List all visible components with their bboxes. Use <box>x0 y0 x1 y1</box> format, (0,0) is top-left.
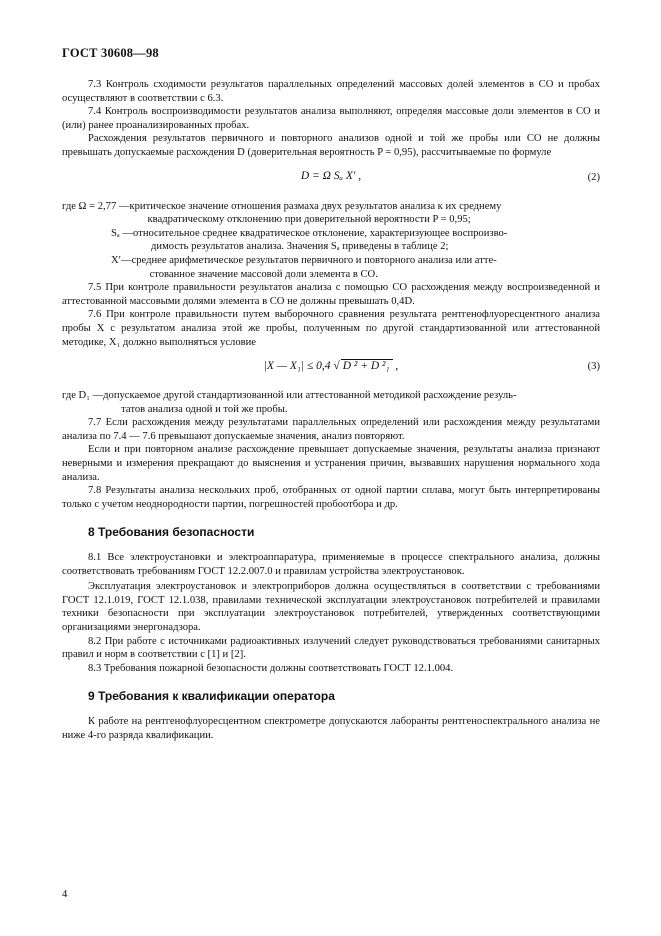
paragraph-8-2: 8.2 При работе с источниками радиоактивных излучений следует руководствоваться требованиями санитарных правил и норм в соответствии с [1] и [2]. <box>62 635 600 661</box>
definition-d1 <box>62 389 600 416</box>
definition-symbol: где Ω = 2,77 — <box>62 200 130 212</box>
definitions-list <box>62 200 600 282</box>
section-8-heading: 8 Требования безопасности <box>88 525 255 540</box>
definition-text <box>103 389 600 416</box>
formula-3-tail: , <box>392 360 399 373</box>
definition-text <box>129 200 600 227</box>
definition-line: татов анализа одной и той же пробы. <box>121 403 288 415</box>
definition-sa <box>62 227 600 254</box>
paragraph-7-6: 7.6 При контроле правильности путем выборочного сравнения результата рентгенофлуоресцентного анализа пробы X с результатом анализа этой же пробы, полученным по другой стандартизованной или аттестованной методике, X₁ должно выполняться условие <box>62 309 600 348</box>
paragraph-7-8: 7.8 Результаты анализа нескольких проб, отобранных от одной партии сплава, могут быть интерпретированы только с учетом неоднородности партии, погрешностей пробоотбора и др. <box>62 485 600 510</box>
paragraph-repeat-analysis: Если и при повторном анализе расхождение превышает допускаемые значения, результаты анализа признают неверными и измерения прекращают до выяснения и устранения причин, вызвавших нарушения нормального хода анализа. <box>62 444 600 483</box>
formula-2 <box>62 170 600 190</box>
definition-omega <box>62 200 600 227</box>
formula-3 <box>62 359 600 379</box>
paragraph-8-1: 8.1 Все электроустановки и электроаппаратура, применяемые в процессе спектрального анализа, должны соответствовать требованиям ГОСТ 12.2.007.0 и правилам устройства электроустановок. <box>62 552 600 577</box>
definition-symbol: X′— <box>111 254 132 266</box>
formula-3-number: (3) <box>587 361 600 373</box>
definition-symbol: где D₁ — <box>62 390 104 402</box>
definition-symbol: Sₐ — <box>111 227 134 239</box>
formula-3-expression: |X — X₁| ≤ 0,4 √ D ² + D ²₁ , <box>263 360 399 373</box>
definition-line: димость результатов анализа. Значения Sₐ приведены в таблице 2; <box>151 241 449 253</box>
formula-2-expression: D = Ω Sₐ X′ , <box>300 169 362 182</box>
definition-text <box>133 227 600 254</box>
document-body <box>62 78 600 742</box>
formula-3-lhs: |X — X₁| ≤ 0,4 <box>263 360 331 373</box>
paragraph-8-3: 8.3 Требования пожарной безопасности должны соответствовать ГОСТ 12.1.004. <box>88 662 454 674</box>
definition-line: относительное среднее квадратическое отклонение, характеризующее воспроизво- <box>133 227 508 239</box>
paragraph-9: К работе на рентгенофлуоресцентном спектрометре допускаются лаборанты рентгеноспектрального анализа не ниже 4-го разряда квалификации. <box>62 715 600 741</box>
definition-line: допускаемое другой стандартизованной или аттестованной методикой расхождение резуль- <box>103 390 517 402</box>
definition-text <box>132 254 600 281</box>
definition-xprime <box>62 254 600 281</box>
definition-line: стованное значение массовой доли элемента в СО. <box>149 268 378 280</box>
definition-line: квадратическому отклонению при доверительной вероятности P = 0,95; <box>147 214 471 226</box>
paragraph-7-7: 7.7 Если расхождения между результатами параллельных определений или расхождения между результатами анализа по 7.4 — 7.6 превышают допускаемые значения, анализ повторяют. <box>62 417 600 442</box>
paragraph-7-5: 7.5 При контроле правильности результатов анализа с помощью СО расхождения между воспроизведенной и аттестованной массовыми долями элемента в СО не должны превышать 0,4D. <box>62 282 600 307</box>
page-number: 4 <box>62 889 68 900</box>
section-9-heading: 9 Требования к квалификации оператора <box>88 689 335 704</box>
paragraph-7-4: 7.4 Контроль воспроизводимости результатов анализа выполняют, определяя массовые доли элементов в СО и (или) ранее проанализированных пробах. <box>62 106 600 131</box>
paragraph-divergence: Расхождения результатов первичного и повторного анализов одной и той же пробы или СО не должны превышать допускаемые расхождения D (доверительная вероятность P = 0,95), рассчитываемые по формуле <box>62 133 600 158</box>
document-header: ГОСТ 30608—98 <box>62 46 159 60</box>
paragraph-8-operation: Эксплуатация электроустановок и электроприборов должна осуществляться в соответствии с требованиями ГОСТ 12.1.019, ГОСТ 12.1.038, правилами технической эксплуатации электроустановок потребителей и правилами техники безопасности при эксплуатации электроустановок потребителей, утвержденных соответствующими организациями энергонадзора. <box>62 581 600 633</box>
paragraph-7-3: 7.3 Контроль сходимости результатов параллельных определений массовых долей элементов в СО и пробах осуществляют в соответствии с 6.3. <box>62 79 600 104</box>
formula-3-radicand: D ² + D ²₁ <box>341 359 393 373</box>
formula-2-number: (2) <box>587 171 600 183</box>
definition-line: критическое значение отношения размаха двух результатов анализа к их среднему <box>129 200 502 212</box>
definition-line: среднее арифметическое результатов первичного и повторного анализа или атте- <box>131 254 497 266</box>
